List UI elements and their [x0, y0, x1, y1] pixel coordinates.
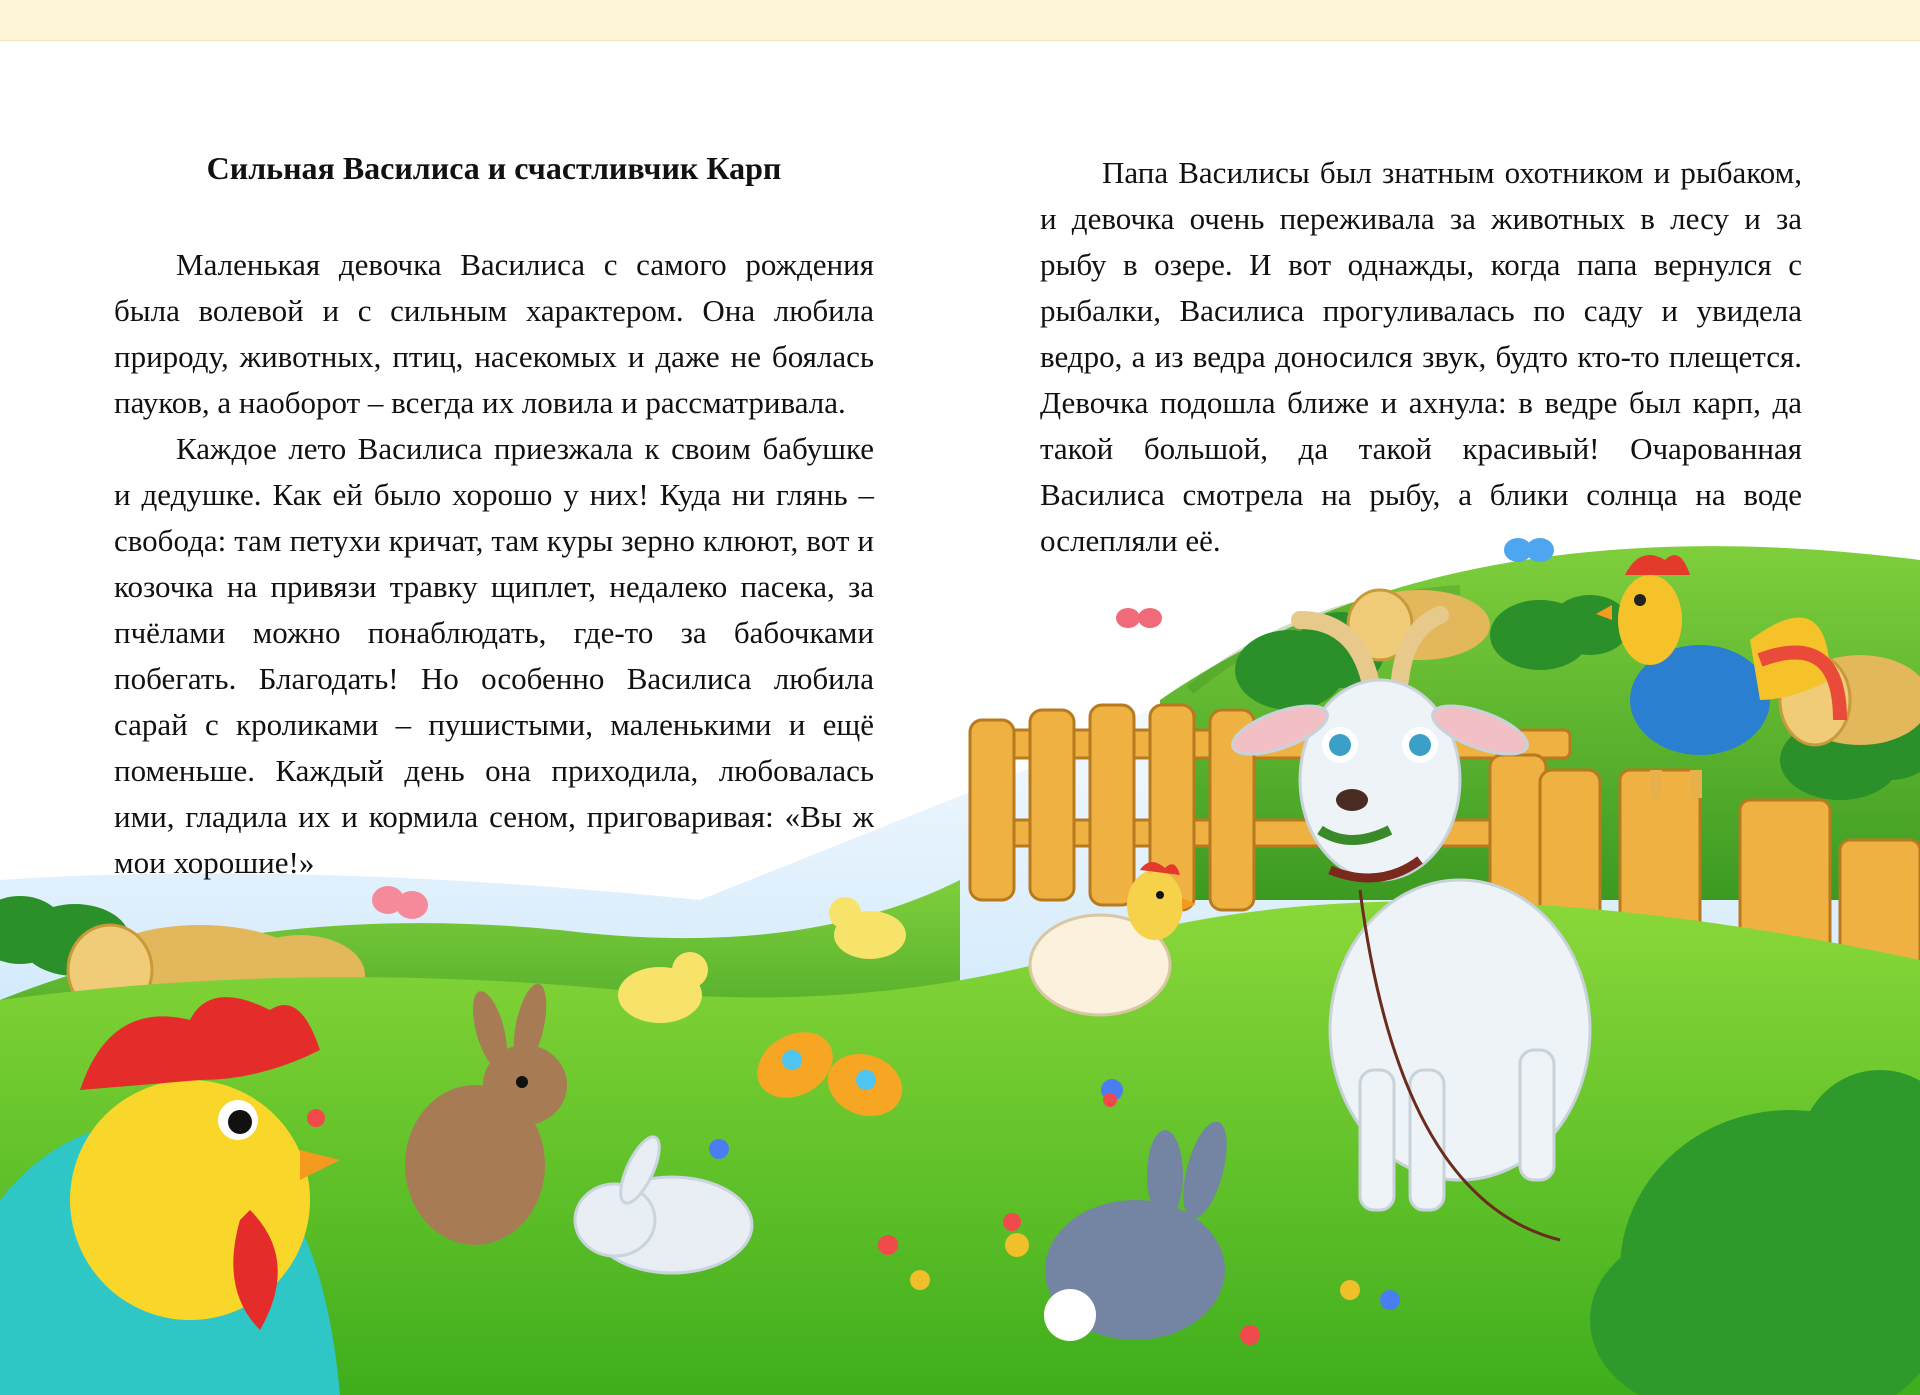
paragraph: Папа Василисы был знатным охотником и рыбаком, и девочка очень переживала за животных в лесу и за рыбу в озере. И вот однажды, когда папа вернулся с рыбалки, Василиса прогуливалась по саду и увидела ведро, а из ведра доносился звук, будто кто-то плещется. Девочка подошла ближе и ахнула: в ведре был карп, да такой большой, да такой красивый! Очарованная Василиса смотрела на рыбу, а блики солнца на воде ослепляли её. [1040, 155, 1802, 558]
left-text-column [114, 242, 874, 886]
right-text-column [1040, 150, 1802, 564]
story-title: Сильная Василиса и счастливчик Карп [206, 150, 782, 186]
paragraph: Каждое лето Василиса приезжала к своим бабушке и дедушке. Как ей было хорошо у них! Куда ни глянь – свобода: там петухи кричат, там куры зерно клюют, вот и козочка на привязи травку щиплет, недалеко пасека, за пчёлами можно понаблюдать, где-то за бабочками побегать. Благодать! Но особенно Василиса любила сарай с кроликами – пушистыми, маленькими и ещё поменьше. Каждый день она приходила, любовалась ими, гладила их и кормила сеном, приговаривая: «Вы ж мои хорошие!» [114, 431, 874, 880]
top-bar [0, 0, 1920, 41]
paragraph: Маленькая девочка Василиса с самого рождения была волевой и с сильным характером. Она любила природу, животных, птиц, насекомых и даже не боялась пауков, а наоборот – всегда их ловила и рассматривала. [114, 247, 874, 420]
